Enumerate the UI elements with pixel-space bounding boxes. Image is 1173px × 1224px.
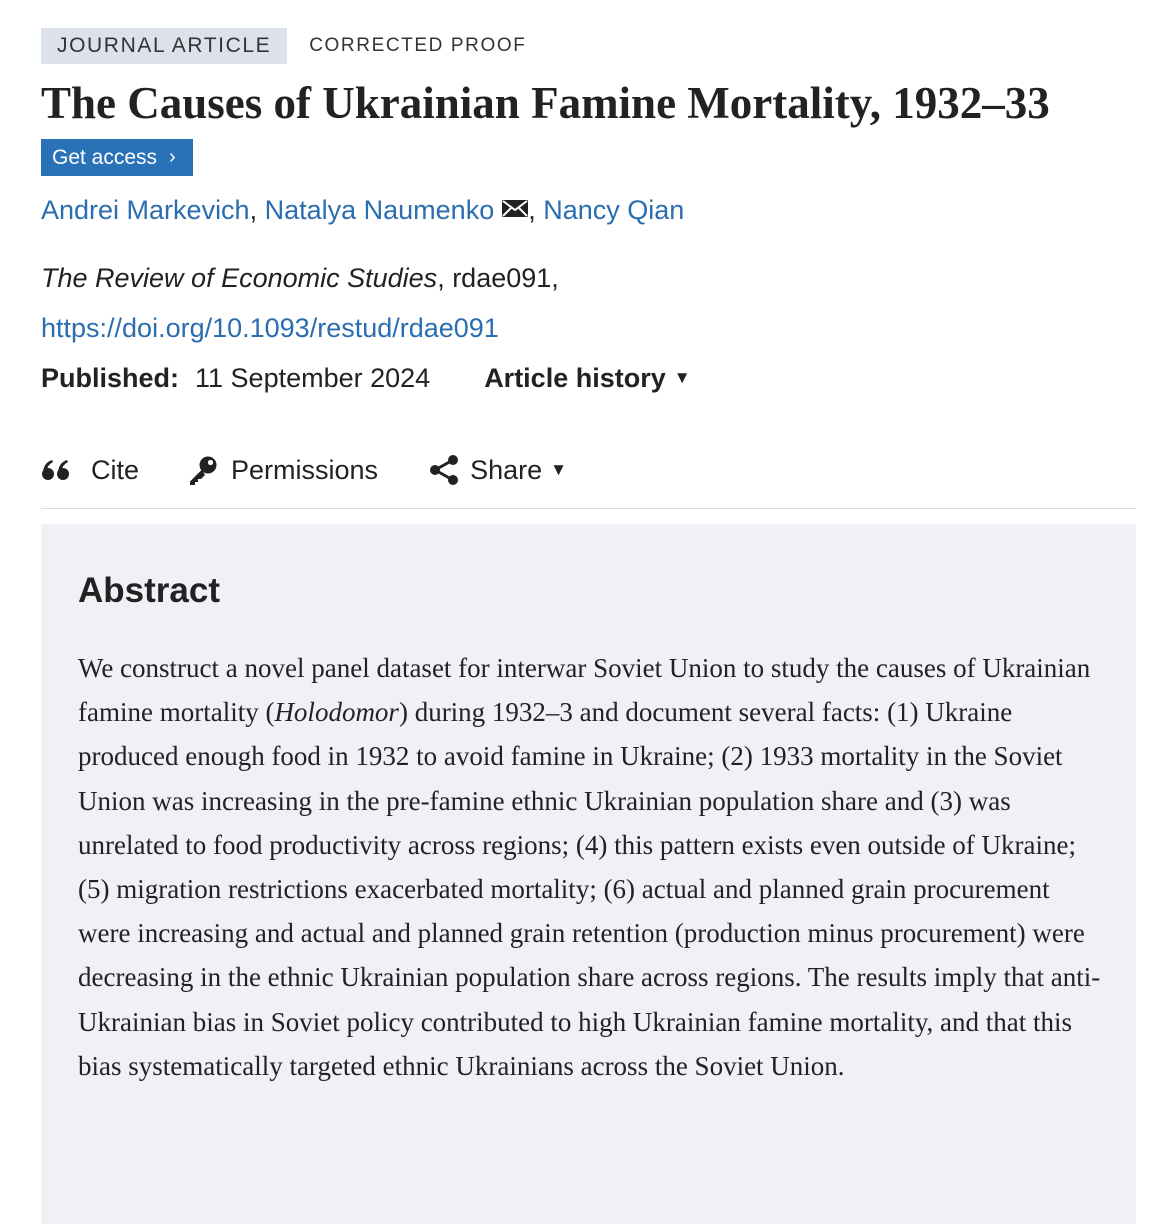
article-id: , rdae091, — [437, 263, 559, 293]
envelope-icon[interactable] — [502, 200, 528, 217]
share-icon — [428, 455, 460, 485]
abstract-text — [78, 646, 1103, 1088]
article-history-label: Article history — [484, 363, 666, 393]
permissions-button[interactable] — [187, 452, 378, 488]
doi-link[interactable]: https://doi.org/10.1093/restud/rdae091 — [41, 313, 499, 343]
cite-button[interactable] — [41, 452, 139, 488]
abstract-heading: Abstract — [78, 571, 220, 610]
published-date: 11 September 2024 — [195, 363, 431, 393]
article-title: The Causes of Ukrainian Famine Mortality, 1932–33 — [41, 78, 1050, 128]
caret-down-icon: ▼ — [550, 460, 567, 479]
abstract-section — [41, 524, 1136, 1224]
get-access-label: Get access — [52, 145, 158, 169]
article-type-badge: JOURNAL ARTICLE — [41, 28, 287, 64]
published-label: Published: — [41, 363, 180, 393]
divider — [41, 508, 1136, 509]
cite-label: Cite — [91, 455, 140, 485]
author-list: Andrei Markevich, Natalya Naumenko , Nancy Qian — [41, 195, 685, 225]
caret-down-icon: ▼ — [673, 368, 691, 387]
article-status-label: CORRECTED PROOF — [309, 35, 527, 56]
abstract-italic-term: Holodomor — [274, 697, 399, 728]
article-tags — [41, 28, 526, 64]
article-history-toggle[interactable] — [484, 360, 690, 396]
article-toolbar — [41, 452, 567, 488]
get-access-button[interactable] — [41, 139, 193, 176]
share-label: Share — [470, 455, 543, 485]
abstract-text-part: We construct a novel panel dataset for interwar Soviet Union to study the causes of Ukrainian famine mortality ( — [78, 653, 1091, 728]
key-icon — [187, 454, 219, 486]
permissions-label: Permissions — [231, 455, 379, 485]
author-link-naumenko[interactable]: Natalya Naumenko — [264, 195, 495, 225]
share-button[interactable] — [428, 452, 567, 488]
abstract-text-part: ) during 1932–3 and document several facts: (1) Ukraine produced enough food in 1932 to avoid famine in Ukraine; (2) 1933 mortality in the Soviet Union was increasing in the pre-famine ethnic Ukrainian population share and (3) was unrelated to food productivity across regions; (4) this pattern exists even outside of Ukraine; (5) migration restrictions exacerbated mortality; (6) actual and planned grain procurement were increasing and actual and planned grain retention (production minus procurement) were decreasing in the ethnic Ukrainian population share across regions. The results imply that anti-Ukrainian bias in Soviet policy contributed to high Ukrainian famine mortality, and that this bias systematically targeted ethnic Ukrainians across the Soviet Union. — [78, 697, 1101, 1081]
chevron-right-icon: › — [169, 146, 176, 168]
quote-icon — [41, 459, 71, 481]
publication-info — [41, 360, 691, 396]
author-link-markevich[interactable]: Andrei Markevich — [41, 195, 250, 225]
journal-name: The Review of Economic Studies — [41, 263, 438, 293]
journal-citation — [41, 260, 559, 296]
author-link-qian[interactable]: Nancy Qian — [543, 195, 685, 225]
